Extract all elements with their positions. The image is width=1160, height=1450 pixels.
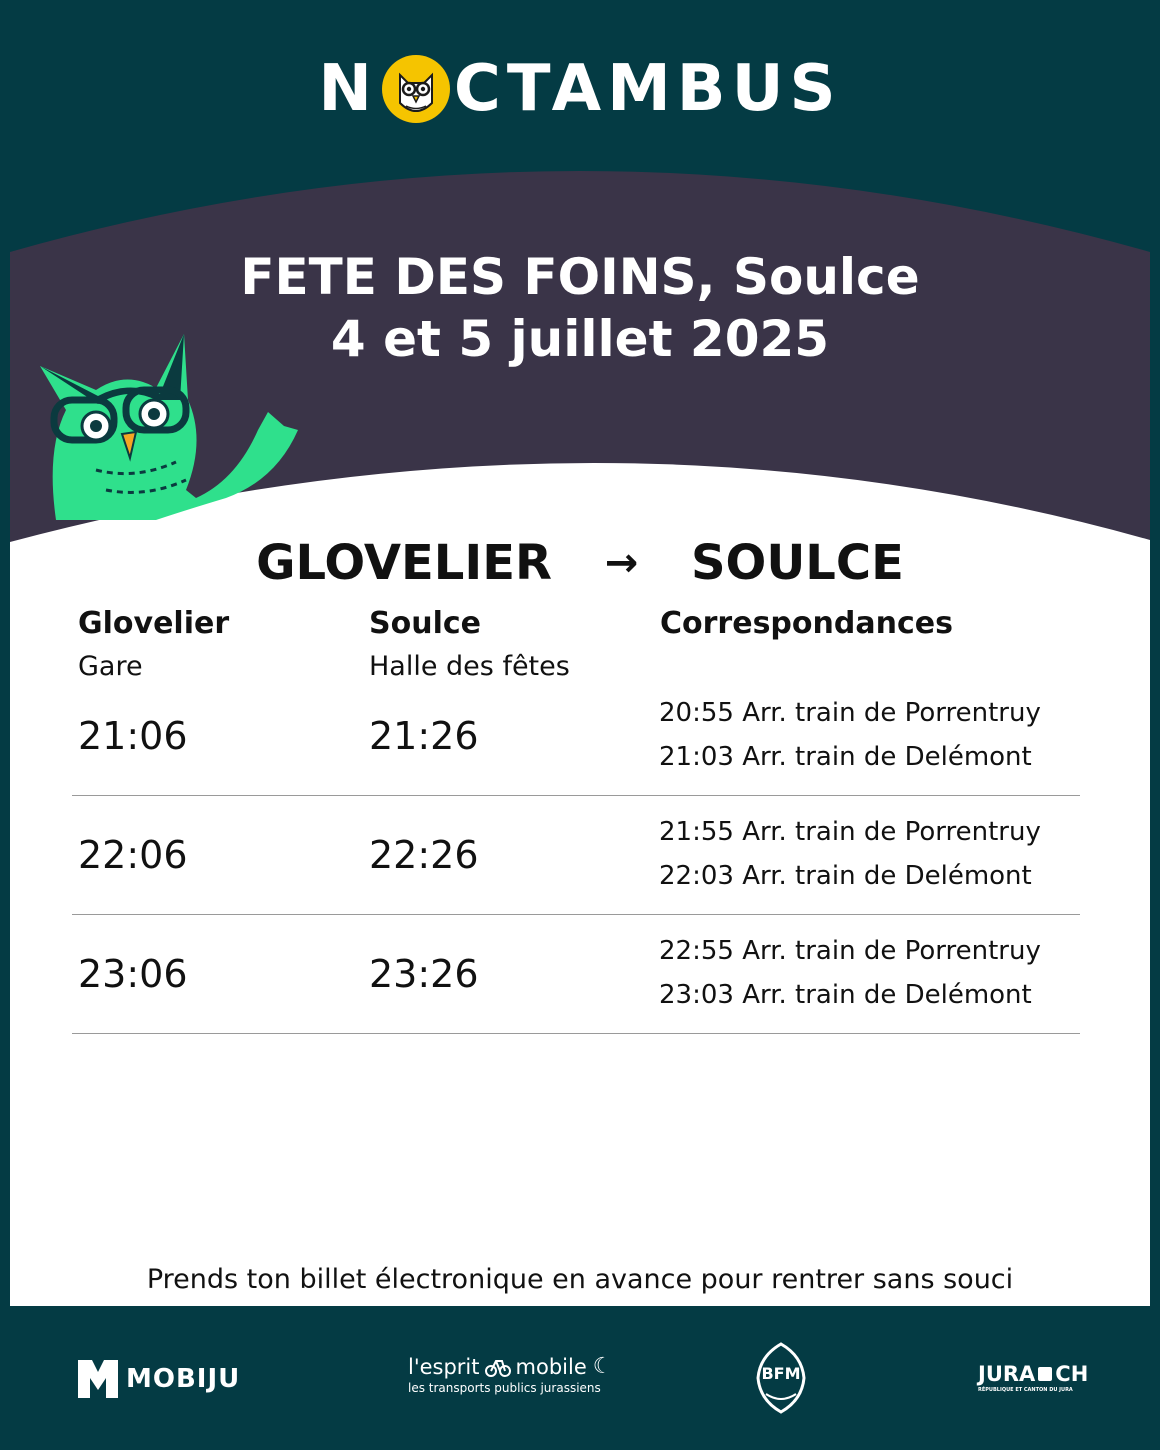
- column-subheader-departure: Gare: [78, 651, 143, 682]
- connection-delemont: 22:03 Arr. train de Delémont: [659, 861, 1032, 891]
- esprit-label: l'esprit: [408, 1354, 480, 1379]
- event-dates: 4 et 5 juillet 2025: [330, 310, 830, 368]
- arrival-time: 23:26: [369, 952, 479, 996]
- connection-delemont: 23:03 Arr. train de Delémont: [659, 980, 1032, 1010]
- connection-delemont: 21:03 Arr. train de Delémont: [659, 742, 1032, 772]
- bfm-logo: [752, 1342, 810, 1414]
- departure-time: 22:06: [78, 833, 188, 877]
- event-name: FETE DES FOINS, Soulce: [240, 248, 920, 306]
- ch-label: CH: [1055, 1362, 1089, 1386]
- moon-icon: ☾: [592, 1354, 613, 1379]
- column-subheader-arrival: Halle des fêtes: [369, 651, 570, 682]
- table-row: [72, 914, 1080, 1034]
- route-arrow-icon: →: [604, 540, 639, 586]
- arrival-time: 22:26: [369, 833, 479, 877]
- jura-ch-logo: [978, 1362, 1088, 1393]
- route-to: SOULCE: [690, 535, 904, 591]
- connection-porrentruy: 21:55 Arr. train de Porrentruy: [659, 817, 1041, 847]
- jura-label: JURA: [978, 1362, 1036, 1386]
- route-heading: [0, 532, 1160, 591]
- connection-porrentruy: 22:55 Arr. train de Porrentruy: [659, 936, 1041, 966]
- mobile-label: mobile: [515, 1354, 587, 1379]
- jura-flag-icon: [1038, 1367, 1052, 1381]
- sponsor-bar: [0, 1306, 1160, 1450]
- departure-time: 23:06: [78, 952, 188, 996]
- ticket-note: Prends ton billet électronique en avance pour rentrer sans souci: [146, 1264, 1014, 1295]
- departure-time: 21:06: [78, 714, 188, 758]
- bfm-label: BFM: [761, 1364, 801, 1383]
- table-row: [72, 676, 1080, 796]
- logo-text-right: CTAMBUS: [453, 52, 842, 126]
- esprit-mobile-logo: [408, 1354, 612, 1395]
- route-from: GLOVELIER: [256, 535, 552, 591]
- esprit-tagline: les transports publics jurassiens: [408, 1381, 601, 1395]
- connection-porrentruy: 20:55 Arr. train de Porrentruy: [659, 698, 1041, 728]
- logo-text-left: N: [318, 52, 378, 126]
- column-header-arrival: Soulce: [369, 606, 481, 641]
- table-row: [72, 795, 1080, 915]
- column-header-connections: Correspondances: [660, 606, 953, 641]
- mobiju-m-icon: [78, 1360, 118, 1398]
- bus-bike-icon: [484, 1356, 512, 1378]
- jura-subtitle: RÉPUBLIQUE ET CANTON DU JURA: [978, 1387, 1073, 1393]
- column-header-departure: Glovelier: [78, 606, 230, 641]
- arrival-time: 21:26: [369, 714, 479, 758]
- mobiju-label: MOBIJU: [126, 1364, 241, 1394]
- mobiju-logo: [78, 1360, 240, 1398]
- event-title: [0, 246, 1160, 370]
